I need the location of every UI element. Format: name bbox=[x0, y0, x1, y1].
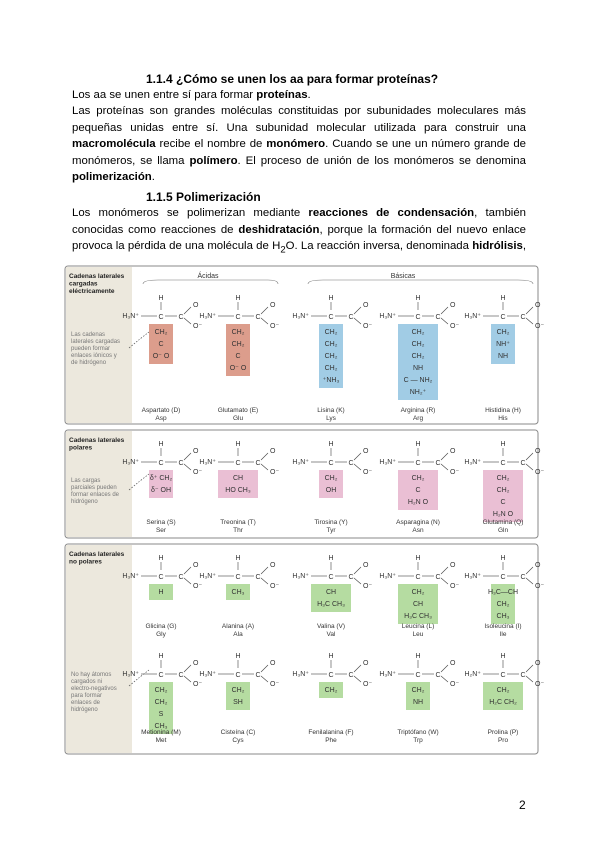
carboxyl-carbon: C bbox=[255, 672, 261, 679]
side-chain-atom: CH₂ bbox=[411, 353, 425, 360]
carboxyl-oxygen: O bbox=[535, 660, 541, 667]
group-label-acid: Ácidas bbox=[197, 273, 219, 280]
amino-group: H₃N⁺ bbox=[199, 313, 216, 320]
alpha-carbon: C bbox=[235, 574, 241, 581]
side-chain-atom: CH₂ bbox=[411, 341, 425, 348]
carboxyl-oxygen: O bbox=[270, 562, 276, 569]
alpha-carbon: C bbox=[415, 314, 421, 321]
alpha-carbon: C bbox=[158, 672, 164, 679]
amino-group: H₃N⁺ bbox=[122, 459, 139, 466]
section-heading-1-1-5: 1.1.5 Polimerización bbox=[146, 190, 261, 204]
side-chain-atom: CH₂ bbox=[496, 487, 510, 494]
panel2-note: formar enlaces de bbox=[71, 492, 120, 498]
carboxyl-carbon: C bbox=[435, 574, 441, 581]
panel3-note: hidrógeno bbox=[71, 707, 98, 713]
amino-group: H₃N⁺ bbox=[199, 671, 216, 678]
side-chain-atom: CH₂ bbox=[324, 341, 338, 348]
alpha-hydrogen: H bbox=[415, 295, 421, 302]
panel1-note: de hidrógeno bbox=[71, 360, 107, 366]
side-chain-atom: H₃C—CH bbox=[487, 589, 519, 596]
carboxyl-oxygen: O⁻ bbox=[363, 469, 373, 476]
carboxyl-oxygen: O⁻ bbox=[363, 681, 373, 688]
alpha-carbon: C bbox=[328, 672, 334, 679]
panel1-title: eléctricamente bbox=[69, 288, 115, 295]
amino-acid-abbr: Gln bbox=[497, 527, 509, 534]
carboxyl-oxygen: O bbox=[450, 660, 456, 667]
carboxyl-carbon: C bbox=[178, 672, 184, 679]
amino-group: H₃N⁺ bbox=[292, 573, 309, 580]
carboxyl-oxygen: O⁻ bbox=[193, 323, 203, 330]
carboxyl-carbon: C bbox=[520, 672, 526, 679]
amino-acid-abbr: Lys bbox=[326, 415, 336, 422]
carboxyl-oxygen: O⁻ bbox=[363, 323, 373, 330]
amino-acid-abbr: Met bbox=[155, 737, 167, 744]
carboxyl-oxygen: O bbox=[363, 660, 369, 667]
intro-paragraph: Los aa se unen entre sí para formar proteínas. bbox=[72, 89, 311, 101]
side-chain-atom: SH bbox=[233, 699, 243, 706]
carboxyl-oxygen: O⁻ bbox=[450, 469, 460, 476]
side-chain-atom: H bbox=[158, 589, 164, 596]
alpha-carbon: C bbox=[500, 574, 506, 581]
panel3-note: para formar bbox=[71, 693, 103, 699]
carboxyl-carbon: C bbox=[255, 314, 261, 321]
alpha-carbon: C bbox=[328, 314, 334, 321]
alpha-carbon: C bbox=[235, 460, 241, 467]
alpha-hydrogen: H bbox=[415, 653, 421, 660]
side-chain-atom: CH bbox=[325, 589, 337, 596]
panel1-note: enlaces iónicos y bbox=[71, 353, 117, 359]
panel2-note: hidrógeno bbox=[71, 499, 98, 505]
carboxyl-oxygen: O⁻ bbox=[193, 583, 203, 590]
alpha-hydrogen: H bbox=[158, 653, 164, 660]
amino-acid-abbr: Leu bbox=[412, 631, 424, 638]
carboxyl-carbon: C bbox=[178, 460, 184, 467]
side-chain-atom: CH₂ bbox=[154, 329, 168, 336]
amino-acid-abbr: Trp bbox=[413, 737, 423, 744]
alpha-carbon: C bbox=[158, 460, 164, 467]
alpha-hydrogen: H bbox=[500, 295, 506, 302]
amino-acid-name: Tirosina (Y) bbox=[314, 519, 348, 526]
side-chain-atom: OH bbox=[325, 487, 337, 494]
side-chain-atom: CH₂ bbox=[324, 353, 338, 360]
side-chain-atom: C bbox=[158, 341, 164, 348]
side-chain-atom: H₃C CH₃ bbox=[404, 613, 432, 620]
amino-group: H₃N⁺ bbox=[379, 313, 396, 320]
side-chain-atom: δ⁺ CH₂ bbox=[149, 475, 173, 482]
alpha-hydrogen: H bbox=[328, 555, 334, 562]
carboxyl-oxygen: O bbox=[450, 448, 456, 455]
amino-group: H₃N⁺ bbox=[199, 459, 216, 466]
monomer-paragraph: Las proteínas son grandes moléculas constituidas por subunidades moleculares más pequeñas unidas entre sí. Una subunidad molecular utilizada para construir una macromolécula recibe el nombre de monómero. Cuando se une un número grande de monómeros, se llama polímero. El proceso de unión de los monómeros se denomina polimerización. bbox=[72, 105, 526, 184]
alpha-hydrogen: H bbox=[235, 441, 241, 448]
amino-acid-abbr: Val bbox=[326, 631, 336, 638]
carboxyl-oxygen: O⁻ bbox=[270, 469, 280, 476]
alpha-carbon: C bbox=[235, 314, 241, 321]
side-chain-atom: H₃C CH₃ bbox=[317, 601, 345, 608]
panel2-note: Las cargas bbox=[71, 478, 101, 484]
carboxyl-oxygen: O bbox=[193, 660, 199, 667]
side-chain-atom: CH₂ bbox=[411, 589, 425, 596]
amino-acid-abbr: Tyr bbox=[326, 527, 336, 534]
side-chain-atom: CH₂ bbox=[154, 687, 168, 694]
alpha-carbon: C bbox=[500, 672, 506, 679]
side-chain-atom: CH₂ bbox=[154, 699, 168, 706]
side-chain-atom: C — NH₂ bbox=[403, 377, 433, 384]
amino-acid-abbr: Thr bbox=[233, 527, 243, 534]
side-chain-atom: CH₂ bbox=[496, 687, 510, 694]
carboxyl-oxygen: O bbox=[363, 302, 369, 309]
side-chain-atom: CH₂ bbox=[231, 687, 245, 694]
carboxyl-oxygen: O bbox=[535, 448, 541, 455]
amino-acid-name: Glutamato (E) bbox=[217, 407, 259, 414]
carboxyl-oxygen: O bbox=[270, 660, 276, 667]
amino-acid-abbr: Cys bbox=[232, 737, 244, 744]
amino-acid-name: Cisteína (C) bbox=[220, 729, 256, 736]
carboxyl-carbon: C bbox=[348, 574, 354, 581]
carboxyl-carbon: C bbox=[520, 574, 526, 581]
amino-acid-name: Lisina (K) bbox=[317, 407, 345, 414]
carboxyl-oxygen: O⁻ bbox=[193, 469, 203, 476]
carboxyl-oxygen: O bbox=[450, 562, 456, 569]
page-number: 2 bbox=[519, 798, 526, 812]
amino-acid-abbr: Gly bbox=[156, 631, 166, 638]
amino-acid-name: Prolina (P) bbox=[487, 729, 519, 736]
amino-acid-name: Triptófano (W) bbox=[397, 729, 439, 736]
alpha-carbon: C bbox=[328, 574, 334, 581]
side-chain-atom: CH₂ bbox=[411, 687, 425, 694]
side-chain-atom: CH₃ bbox=[231, 589, 245, 596]
alpha-carbon: C bbox=[328, 460, 334, 467]
side-chain-atom: CH₃ bbox=[496, 613, 510, 620]
carboxyl-oxygen: O⁻ bbox=[270, 583, 280, 590]
amino-acid-abbr: Asp bbox=[155, 415, 167, 422]
amino-group: H₃N⁺ bbox=[464, 573, 481, 580]
alpha-carbon: C bbox=[415, 460, 421, 467]
carboxyl-oxygen: O bbox=[535, 302, 541, 309]
alpha-hydrogen: H bbox=[235, 295, 241, 302]
section-heading-1-1-4: 1.1.4 ¿Cómo se unen los aa para formar proteínas? bbox=[146, 72, 439, 86]
side-chain-atom: CH₂ bbox=[231, 341, 245, 348]
panel1-frame bbox=[65, 266, 538, 424]
side-chain-atom: H₂N O bbox=[407, 499, 429, 506]
carboxyl-oxygen: O bbox=[193, 302, 199, 309]
amino-acid-abbr: Glu bbox=[232, 415, 244, 422]
amino-group: H₃N⁺ bbox=[292, 671, 309, 678]
carboxyl-carbon: C bbox=[178, 574, 184, 581]
amino-acid-name: Asparagina (N) bbox=[396, 519, 440, 526]
amino-acid-abbr: Ile bbox=[499, 631, 507, 638]
side-chain-atom: H₂C CH₂ bbox=[489, 699, 517, 706]
side-chain-atom: C bbox=[500, 499, 506, 506]
panel2-title: polares bbox=[69, 444, 93, 452]
side-chain-atom: S bbox=[158, 711, 164, 718]
amino-group: H₃N⁺ bbox=[199, 573, 216, 580]
amino-acid-abbr: Phe bbox=[325, 737, 337, 744]
carboxyl-oxygen: O bbox=[363, 562, 369, 569]
alpha-hydrogen: H bbox=[500, 555, 506, 562]
side-chain-atom: CH₂ bbox=[496, 601, 510, 608]
amino-group: H₂N⁺ bbox=[464, 671, 481, 678]
carboxyl-oxygen: O bbox=[270, 302, 276, 309]
amino-group: H₃N⁺ bbox=[464, 459, 481, 466]
alpha-carbon: C bbox=[158, 314, 164, 321]
alpha-hydrogen: H bbox=[500, 441, 506, 448]
alpha-carbon: C bbox=[500, 460, 506, 467]
side-chain-atom: NH₂⁺ bbox=[409, 389, 427, 396]
panel2-title: Cadenas laterales bbox=[69, 437, 125, 444]
carboxyl-oxygen: O⁻ bbox=[535, 323, 545, 330]
amino-acid-abbr: Ser bbox=[155, 527, 167, 534]
carboxyl-oxygen: O⁻ bbox=[193, 681, 203, 688]
side-chain-atom: CH₃ bbox=[154, 723, 168, 730]
carboxyl-oxygen: O bbox=[535, 562, 541, 569]
amino-acid-name: Valina (V) bbox=[316, 623, 346, 630]
carboxyl-oxygen: O bbox=[363, 448, 369, 455]
amino-acid-name: Glicina (G) bbox=[145, 623, 177, 630]
carboxyl-carbon: C bbox=[255, 460, 261, 467]
carboxyl-oxygen: O⁻ bbox=[270, 323, 280, 330]
alpha-hydrogen: H bbox=[235, 555, 241, 562]
side-chain-atom: CH₂ bbox=[411, 329, 425, 336]
side-chain-atom: O⁻ O bbox=[152, 353, 170, 360]
amino-group: H₃N⁺ bbox=[379, 671, 396, 678]
carboxyl-carbon: C bbox=[348, 460, 354, 467]
amino-acid-name: Arginina (R) bbox=[400, 407, 436, 414]
side-chain-atom: NH bbox=[497, 353, 509, 360]
amino-group: H₃N⁺ bbox=[122, 671, 139, 678]
side-chain-atom: H₂N O bbox=[492, 511, 514, 518]
side-chain-atom: NH⁺ bbox=[496, 341, 510, 348]
carboxyl-oxygen: O⁻ bbox=[535, 583, 545, 590]
panel1-note: Las cadenas bbox=[71, 332, 106, 338]
panel2-frame bbox=[65, 430, 538, 538]
alpha-carbon: C bbox=[415, 574, 421, 581]
alpha-hydrogen: H bbox=[158, 555, 164, 562]
alpha-hydrogen: H bbox=[500, 653, 506, 660]
panel3-title: Cadenas laterales bbox=[69, 551, 125, 558]
carboxyl-oxygen: O bbox=[193, 562, 199, 569]
panel1-title: cargadas bbox=[69, 280, 98, 288]
panel3-note: enlaces de bbox=[71, 700, 101, 706]
amino-group: H₃N⁺ bbox=[292, 459, 309, 466]
amino-acid-name: Aspartato (D) bbox=[141, 407, 181, 414]
panel2-note: parciales pueden bbox=[71, 485, 117, 491]
carboxyl-oxygen: O⁻ bbox=[363, 583, 373, 590]
carboxyl-oxygen: O⁻ bbox=[270, 681, 280, 688]
alpha-hydrogen: H bbox=[328, 653, 334, 660]
amino-group: H₃N⁺ bbox=[464, 313, 481, 320]
alpha-hydrogen: H bbox=[415, 441, 421, 448]
carboxyl-oxygen: O bbox=[270, 448, 276, 455]
alpha-hydrogen: H bbox=[235, 653, 241, 660]
carboxyl-oxygen: O⁻ bbox=[535, 681, 545, 688]
carboxyl-oxygen: O⁻ bbox=[535, 469, 545, 476]
side-chain-atom: CH₂ bbox=[324, 329, 338, 336]
side-chain-atom: CH₂ bbox=[496, 329, 510, 336]
side-chain-atom: CH bbox=[232, 475, 244, 482]
amino-acid-name: Isoleucina (I) bbox=[484, 623, 522, 630]
panel1-title: Cadenas laterales bbox=[69, 273, 125, 280]
side-chain-atom: C bbox=[235, 353, 241, 360]
carboxyl-carbon: C bbox=[520, 314, 526, 321]
side-chain-atom: δ⁻ OH bbox=[150, 487, 172, 494]
amino-acid-name: Alanina (A) bbox=[221, 623, 255, 630]
side-chain-atom: CH₂ bbox=[324, 475, 338, 482]
alpha-hydrogen: H bbox=[158, 295, 164, 302]
side-chain-atom: CH₂ bbox=[324, 687, 338, 694]
carboxyl-carbon: C bbox=[348, 314, 354, 321]
amino-acid-name: Histidina (H) bbox=[485, 407, 521, 414]
carboxyl-carbon: C bbox=[348, 672, 354, 679]
amino-group: H₃N⁺ bbox=[122, 313, 139, 320]
alpha-hydrogen: H bbox=[415, 555, 421, 562]
amino-acid-name: Serina (S) bbox=[146, 519, 176, 526]
amino-acid-abbr: Arg bbox=[412, 415, 424, 422]
side-chain-atom: CH₂ bbox=[231, 329, 245, 336]
amino-acid-name: Leucina (L) bbox=[401, 623, 435, 630]
amino-acid-abbr: Asn bbox=[412, 527, 424, 534]
carboxyl-carbon: C bbox=[435, 672, 441, 679]
panel3-note: No hay átomos bbox=[71, 672, 112, 678]
amino-acid-name: Glutamina (Q) bbox=[482, 519, 524, 526]
amino-acid-abbr: Ala bbox=[233, 631, 243, 638]
alpha-hydrogen: H bbox=[158, 441, 164, 448]
side-chain-atom: CH₂ bbox=[411, 475, 425, 482]
amino-group: H₃N⁺ bbox=[292, 313, 309, 320]
side-chain-atom: CH₂ bbox=[496, 475, 510, 482]
group-label-basic: Básicas bbox=[390, 273, 416, 280]
alpha-carbon: C bbox=[158, 574, 164, 581]
amino-acid-name: Fenilalanina (F) bbox=[308, 729, 354, 736]
amino-group: H₃N⁺ bbox=[122, 573, 139, 580]
side-chain-atom: ⁺NH₃ bbox=[322, 377, 340, 384]
side-chain-atom: O⁻ O bbox=[229, 365, 247, 372]
carboxyl-carbon: C bbox=[435, 460, 441, 467]
panel1-note: laterales cargadas bbox=[71, 339, 121, 345]
amino-group: H₃N⁺ bbox=[379, 459, 396, 466]
carboxyl-oxygen: O⁻ bbox=[450, 681, 460, 688]
polymerization-paragraph: Los monómeros se polimerizan mediante reacciones de condensación, también conocidas como reacciones de deshidratación, porque la formación del nuevo enlace provoca la pérdida de una molécula de $H_2O$. La reacción inversa, denominada hidrólisis, bbox=[72, 207, 527, 256]
carboxyl-oxygen: O⁻ bbox=[450, 323, 460, 330]
carboxyl-oxygen: O⁻ bbox=[450, 583, 460, 590]
amino-acid-abbr: Pro bbox=[497, 737, 509, 744]
panel3-note: electro-negativos bbox=[71, 686, 117, 692]
alpha-hydrogen: H bbox=[328, 441, 334, 448]
amino-acid-figure bbox=[63, 262, 545, 758]
alpha-carbon: C bbox=[500, 314, 506, 321]
alpha-carbon: C bbox=[415, 672, 421, 679]
carboxyl-oxygen: O bbox=[193, 448, 199, 455]
side-chain-atom: NH bbox=[412, 365, 424, 372]
amino-acid-abbr: His bbox=[498, 415, 508, 422]
carboxyl-carbon: C bbox=[520, 460, 526, 467]
side-chain-atom: C bbox=[415, 487, 421, 494]
carboxyl-oxygen: O bbox=[450, 302, 456, 309]
amino-acid-name: Treonina (T) bbox=[220, 519, 256, 526]
side-chain-atom: HO CH₃ bbox=[225, 487, 251, 494]
carboxyl-carbon: C bbox=[178, 314, 184, 321]
panel1-note: pueden formar bbox=[71, 346, 111, 352]
panel3-note: cargados ni bbox=[71, 679, 103, 685]
side-chain-atom: CH₂ bbox=[324, 365, 338, 372]
carboxyl-carbon: C bbox=[435, 314, 441, 321]
amino-acid-name: Metionina (M) bbox=[141, 729, 181, 736]
carboxyl-carbon: C bbox=[255, 574, 261, 581]
side-chain-atom: CH bbox=[412, 601, 424, 608]
amino-group: H₃N⁺ bbox=[379, 573, 396, 580]
alpha-carbon: C bbox=[235, 672, 241, 679]
panel3-title: no polares bbox=[69, 558, 102, 566]
alpha-hydrogen: H bbox=[328, 295, 334, 302]
side-chain-atom: NH bbox=[412, 699, 424, 706]
